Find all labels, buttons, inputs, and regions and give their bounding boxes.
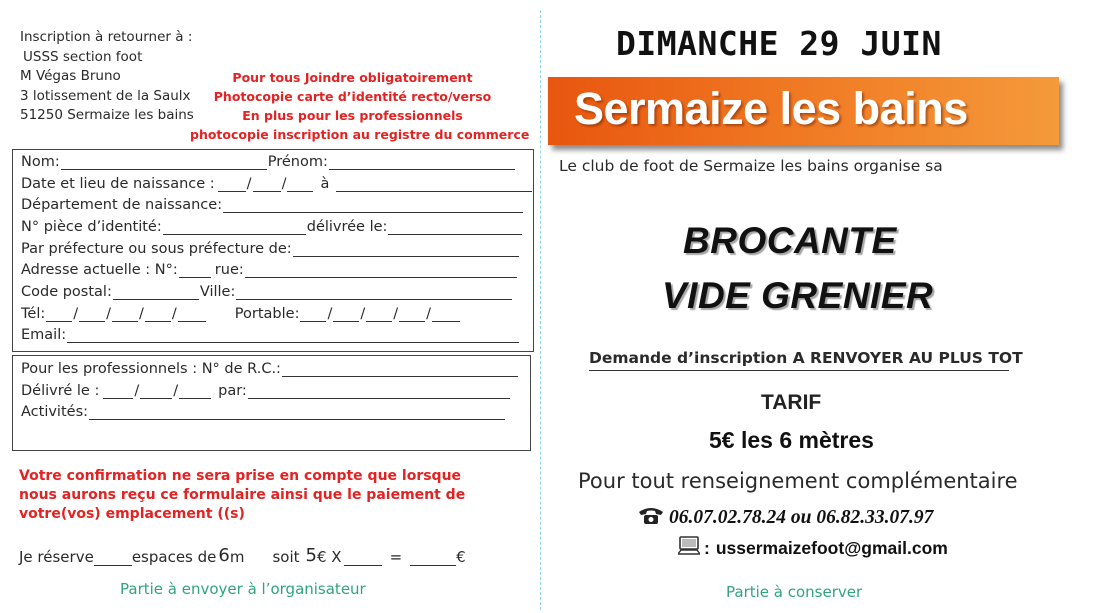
label-espaces: espaces de — [131, 548, 217, 566]
field-total[interactable] — [410, 552, 456, 566]
label-date-lieu: Date et lieu de naissance : — [21, 176, 215, 192]
confirmation-notice — [19, 467, 465, 524]
field-tel-5[interactable] — [178, 308, 206, 322]
notice-line-1: Pour tous Joindre obligatoirement — [232, 70, 473, 85]
demand-text: Demande d’inscription A RENVOYER AU PLUS TOT — [589, 349, 1023, 367]
label-par: par: — [218, 383, 247, 399]
row-phone: Tél: / / / / Portable: / / / / — [21, 306, 461, 322]
field-portable-1[interactable] — [300, 308, 326, 322]
title-brocante: BROCANTE — [683, 220, 897, 261]
label-equals: = — [389, 548, 403, 566]
email-address[interactable]: ussermaizefoot@gmail.com — [715, 538, 948, 558]
value-five: 5 — [305, 545, 317, 566]
town-name: Sermaize les bains — [574, 83, 968, 134]
row-activites — [21, 404, 506, 420]
label-code-postal: Code postal: — [21, 284, 112, 300]
row-address — [21, 262, 518, 278]
confirmation-line-1: Votre confirmation ne sera prise en compte que lorsque — [19, 468, 462, 484]
email-prefix: : — [704, 538, 710, 558]
field-prefecture[interactable] — [293, 243, 519, 257]
label-nom: Nom: — [21, 154, 60, 170]
field-delivre-year[interactable] — [179, 385, 211, 399]
title-vide-grenier: VIDE GRENIER — [662, 275, 934, 316]
fold-line — [540, 10, 541, 610]
row-rc — [21, 361, 519, 377]
notice-line-4: photocopie inscription au registre du commerce — [190, 127, 530, 142]
label-rc: Pour les professionnels : N° de R.C.: — [21, 361, 281, 377]
field-portable-3[interactable] — [366, 308, 392, 322]
return-line-4: 51250 Sermaize les bains — [20, 107, 194, 123]
row-prefecture — [21, 241, 520, 257]
field-email[interactable] — [67, 329, 519, 343]
label-euro-x: € X — [316, 548, 342, 566]
field-numero[interactable] — [179, 264, 211, 278]
field-tel-2[interactable] — [79, 308, 105, 322]
field-portable-5[interactable] — [432, 308, 460, 322]
row-name — [21, 154, 516, 170]
label-piece: N° pièce d’identité: — [21, 219, 162, 235]
label-email: Email: — [21, 327, 67, 343]
field-prenom[interactable] — [329, 156, 515, 170]
return-line-2: M Végas Bruno — [20, 68, 121, 84]
email-line — [678, 536, 948, 561]
reservation-line — [19, 545, 466, 566]
label-euro: € — [456, 548, 466, 566]
label-delivree: délivrée le: — [306, 219, 388, 235]
field-rc[interactable] — [282, 363, 518, 377]
computer-icon — [678, 536, 700, 561]
notice-line-2: Photocopie carte d’identité recto/verso — [213, 89, 492, 104]
registration-form — [12, 149, 534, 352]
field-ville[interactable] — [236, 286, 512, 300]
part-keep-label: Partie à conserver — [726, 583, 863, 601]
phone-line — [637, 505, 933, 531]
label-tel: Tél: — [21, 306, 46, 322]
label-delivre: Délivré le : — [21, 383, 100, 399]
field-portable-2[interactable] — [333, 308, 359, 322]
field-tel-3[interactable] — [112, 308, 138, 322]
label-a: à — [320, 176, 330, 192]
return-heading: Inscription à retourner à : — [20, 29, 193, 45]
telephone-icon — [637, 505, 665, 531]
field-nom[interactable] — [61, 156, 267, 170]
professional-form — [12, 355, 531, 451]
field-birth-day[interactable] — [218, 178, 246, 192]
row-birth: Date et lieu de naissance : / / à — [21, 176, 533, 192]
row-delivre: Délivré le : / / par: — [21, 383, 511, 399]
confirmation-line-3: votre(vos) emplacement ((s) — [19, 506, 245, 522]
field-piece[interactable] — [163, 221, 306, 235]
label-activites: Activités: — [21, 404, 89, 420]
value-six: 6 — [218, 545, 230, 566]
row-postal — [21, 284, 513, 300]
tarif-value: 5€ les 6 mètres — [709, 427, 874, 453]
event-date: DIMANCHE 29 JUIN — [616, 24, 942, 63]
field-nb-espaces[interactable] — [94, 552, 132, 566]
required-documents-notice — [190, 68, 530, 144]
row-departement — [21, 197, 524, 213]
row-email — [21, 327, 520, 343]
field-activites[interactable] — [89, 406, 505, 420]
label-portable: Portable: — [234, 306, 300, 322]
part-send-label: Partie à envoyer à l’organisateur — [120, 580, 366, 598]
label-soit: soit — [272, 548, 300, 566]
field-departement[interactable] — [223, 199, 523, 213]
field-rue[interactable] — [245, 264, 517, 278]
return-address — [20, 28, 194, 126]
town-banner — [548, 77, 1059, 145]
field-delivree[interactable] — [388, 221, 522, 235]
confirmation-line-2: nous aurons reçu ce formulaire ainsi que le paiement de — [19, 487, 466, 503]
tarif-label: TARIF — [761, 391, 822, 414]
field-delivre-month[interactable] — [140, 385, 172, 399]
club-line: Le club de foot de Sermaize les bains organise sa — [559, 157, 943, 175]
phone-numbers: 06.07.02.78.24 ou 06.82.33.07.97 — [669, 507, 934, 528]
field-par[interactable] — [248, 385, 510, 399]
field-portable-4[interactable] — [399, 308, 425, 322]
label-m: m — [229, 548, 245, 566]
field-tel-1[interactable] — [46, 308, 72, 322]
field-code-postal[interactable] — [113, 286, 199, 300]
row-id — [21, 219, 523, 235]
label-rue: rue: — [214, 262, 244, 278]
label-prefecture: Par préfecture ou sous préfecture de: — [21, 241, 292, 257]
demand-underline — [589, 370, 1009, 371]
label-prenom: Prénom: — [267, 154, 328, 170]
field-tel-4[interactable] — [145, 308, 171, 322]
notice-line-3: En plus pour les professionnels — [242, 108, 463, 123]
info-line: Pour tout renseignement complémentaire — [578, 469, 1018, 493]
return-line-1: USSS section foot — [23, 48, 143, 65]
return-line-3: 3 lotissement de la Saulx — [20, 87, 191, 104]
field-delivre-day[interactable] — [103, 385, 133, 399]
field-birth-place[interactable] — [336, 178, 532, 192]
label-adresse: Adresse actuelle : N°: — [21, 262, 178, 278]
label-ville: Ville: — [199, 284, 236, 300]
field-birth-year[interactable] — [287, 178, 313, 192]
label-je-reserve: Je réserve — [19, 548, 94, 566]
field-birth-month[interactable] — [253, 178, 281, 192]
field-quantity[interactable] — [344, 552, 382, 566]
label-departement: Département de naissance: — [21, 197, 223, 213]
